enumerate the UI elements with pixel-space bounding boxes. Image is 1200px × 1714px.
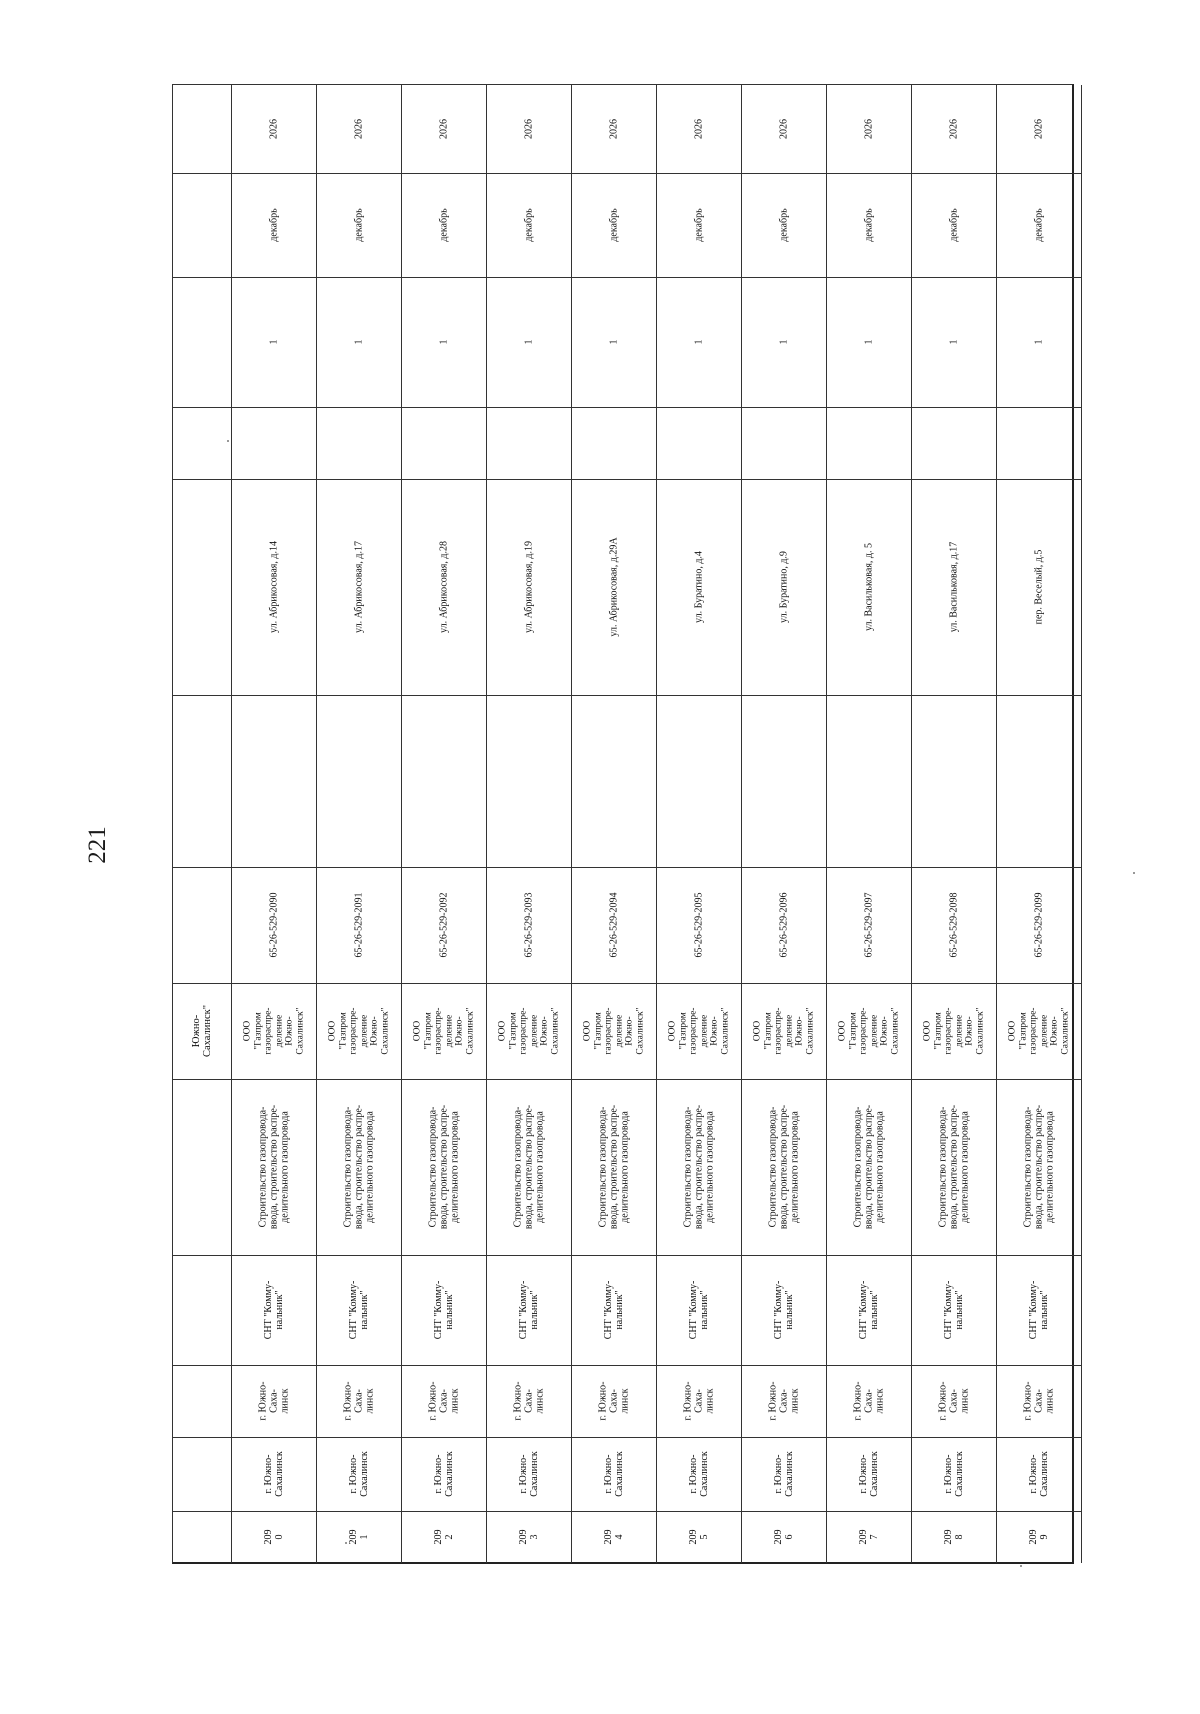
cell-id: 65-26-529-2096 bbox=[778, 892, 790, 958]
cell-city: г. Южно- Сахалинск bbox=[1028, 1451, 1050, 1497]
cell-society: СНТ "Комму- нальник" bbox=[1028, 1280, 1050, 1340]
cell-work: Строительство газопровода- ввода, строительство распре- делительного газопровода bbox=[937, 1104, 971, 1230]
cell-num: 209 8 bbox=[943, 1529, 965, 1545]
cell-district: г. Южно- Саха- линск bbox=[767, 1381, 801, 1421]
cell-count: 1 bbox=[438, 339, 450, 345]
cell-city: г. Южно- Сахалинск bbox=[688, 1451, 710, 1497]
cell-year: 2026 bbox=[353, 119, 365, 139]
cell-month: декабрь bbox=[523, 208, 535, 242]
cell-month: декабрь bbox=[1033, 208, 1045, 242]
cell-count: 1 bbox=[523, 339, 535, 345]
cell-num: 209 5 bbox=[688, 1529, 710, 1545]
cell-work: Строительство газопровода- ввода, строительство распре- делительного газопровода bbox=[597, 1104, 631, 1230]
cell-id: 65-26-529-2090 bbox=[268, 892, 280, 958]
cell-year: 2026 bbox=[863, 119, 875, 139]
cell-city: г. Южно- Сахалинск bbox=[263, 1451, 285, 1497]
table-row bbox=[742, 85, 827, 1563]
cell-work: Строительство газопровода- ввода, строительство распре- делительного газопровода bbox=[427, 1104, 461, 1230]
table-row bbox=[827, 85, 912, 1563]
cell-num: 209 2 bbox=[433, 1529, 455, 1545]
cell-society: СНТ "Комму- нальник" bbox=[688, 1280, 710, 1340]
cell-address: ул. Абрикосовая, д.14 bbox=[268, 541, 280, 633]
cell-address: ул. Васильковая, д. 5 bbox=[863, 542, 875, 632]
cell-society: СНТ "Комму- нальник" bbox=[348, 1280, 370, 1340]
cell-month: декабрь bbox=[778, 208, 790, 242]
cell-society: СНТ "Комму- нальник" bbox=[263, 1280, 285, 1340]
cell-city: г. Южно- Сахалинск bbox=[518, 1451, 540, 1497]
cell-work: Строительство газопровода- ввода, строительство распре- делительного газопровода bbox=[1022, 1104, 1056, 1230]
cell-id: 65-26-529-2095 bbox=[693, 892, 705, 958]
cell-district: г. Южно- Саха- линск bbox=[1022, 1381, 1056, 1421]
cell-city: г. Южно- Сахалинск bbox=[773, 1451, 795, 1497]
cell-month: декабрь bbox=[438, 208, 450, 242]
table-header-column bbox=[173, 85, 232, 1563]
cell-society: СНТ "Комму- нальник" bbox=[433, 1280, 455, 1340]
cell-address: ул. Васильковая, д.17 bbox=[948, 541, 960, 633]
page-number: 221 bbox=[84, 826, 111, 864]
cell-operator: ООО "Газпром газораспре- деление Южно- Сахалинск" bbox=[327, 1007, 390, 1055]
cell-count: 1 bbox=[608, 339, 620, 345]
cell-year: 2026 bbox=[778, 119, 790, 139]
cell-operator: ООО "Газпром газораспре- деление Южно- Сахалинск" bbox=[242, 1007, 305, 1055]
cell-year: 2026 bbox=[693, 119, 705, 139]
cell-address: ул. Буратино, д.9 bbox=[778, 551, 790, 623]
table-row bbox=[657, 85, 742, 1563]
cell-operator: ООО "Газпром газораспре- деление Южно- Сахалинск" bbox=[582, 1007, 645, 1055]
cell-work: Строительство газопровода- ввода, строительство распре- делительного газопровода bbox=[852, 1104, 886, 1230]
cell-year: 2026 bbox=[523, 119, 535, 139]
cell-operator: ООО "Газпром газораспре- деление Южно- Сахалинск" bbox=[752, 1007, 815, 1055]
cell-year: 2026 bbox=[438, 119, 450, 139]
cell-operator: ООО "Газпром газораспре- деление Южно- Сахалинск" bbox=[837, 1007, 900, 1055]
table-row bbox=[232, 85, 317, 1563]
cell-id: 65-26-529-2091 bbox=[353, 892, 365, 958]
cell-year: 2026 bbox=[608, 119, 620, 139]
cell-city: г. Южно- Сахалинск bbox=[943, 1451, 965, 1497]
cell-count: 1 bbox=[948, 339, 960, 345]
table-row bbox=[572, 85, 657, 1563]
cell-city: г. Южно- Сахалинск bbox=[433, 1451, 455, 1497]
cell-district: г. Южно- Саха- линск bbox=[937, 1381, 971, 1421]
table-row bbox=[402, 85, 487, 1563]
cell-operator: ООО "Газпром газораспре- деление Южно- Сахалинск" bbox=[667, 1007, 730, 1055]
cell-num: 209 6 bbox=[773, 1529, 795, 1545]
cell-city: г. Южно- Сахалинск bbox=[348, 1451, 370, 1497]
cell-society: СНТ "Комму- нальник" bbox=[858, 1280, 880, 1340]
cell-month: декабрь bbox=[948, 208, 960, 242]
cell-work: Строительство газопровода- ввода, строительство распре- делительного газопровода bbox=[257, 1104, 291, 1230]
cell-num: 209 3 bbox=[518, 1529, 540, 1545]
cell-id: 65-26-529-2099 bbox=[1033, 892, 1045, 958]
cell-count: 1 bbox=[693, 339, 705, 345]
cell-city: г. Южно- Сахалинск bbox=[858, 1451, 880, 1497]
cell-id: 65-26-529-2098 bbox=[948, 892, 960, 958]
cell-month: декабрь bbox=[863, 208, 875, 242]
cell-month: декабрь bbox=[608, 208, 620, 242]
cell-address: ул. Абрикосовая, д.28 bbox=[438, 541, 450, 633]
cell-count: 1 bbox=[778, 339, 790, 345]
cell-society: СНТ "Комму- нальник" bbox=[603, 1280, 625, 1340]
cell-city: г. Южно- Сахалинск bbox=[603, 1451, 625, 1497]
cell-year: 2026 bbox=[268, 119, 280, 139]
cell-num: 209 0 bbox=[263, 1529, 285, 1545]
cell-district: г. Южно- Саха- линск bbox=[597, 1381, 631, 1421]
cell-work: Строительство газопровода- ввода, строительство распре- делительного газопровода bbox=[767, 1104, 801, 1230]
cell-count: 1 bbox=[1033, 339, 1045, 345]
cell-address: ул. Абрикосовая, д.29А bbox=[608, 537, 620, 637]
cell-month: декабрь bbox=[353, 208, 365, 242]
gas-works-table bbox=[172, 84, 1074, 1564]
cell-address: пер. Веселый, д.5 bbox=[1033, 549, 1045, 625]
header-operator-tail: Южно- Сахалинск" bbox=[191, 1004, 213, 1058]
cell-district: г. Южно- Саха- линск bbox=[427, 1381, 461, 1421]
cell-district: г. Южно- Саха- линск bbox=[257, 1381, 291, 1421]
table-row bbox=[997, 85, 1082, 1563]
cell-work: Строительство газопровода- ввода, строительство распре- делительного газопровода bbox=[682, 1104, 716, 1230]
cell-address: ул. Абрикосовая, д.19 bbox=[523, 541, 535, 633]
cell-count: 1 bbox=[863, 339, 875, 345]
cell-society: СНТ "Комму- нальник" bbox=[943, 1280, 965, 1340]
cell-num: 209 1 bbox=[348, 1529, 370, 1545]
cell-district: г. Южно- Саха- линск bbox=[682, 1381, 716, 1421]
cell-year: 2026 bbox=[1033, 119, 1045, 139]
cell-address: ул. Абрикосовая, д.17 bbox=[353, 541, 365, 633]
cell-operator: ООО "Газпром газораспре- деление Южно- Сахалинск" bbox=[1007, 1007, 1070, 1055]
cell-work: Строительство газопровода- ввода, строительство распре- делительного газопровода bbox=[512, 1104, 546, 1230]
cell-id: 65-26-529-2092 bbox=[438, 892, 450, 958]
table-row bbox=[317, 85, 402, 1563]
cell-operator: ООО "Газпром газораспре- деление Южно- Сахалинск" bbox=[497, 1007, 560, 1055]
cell-id: 65-26-529-2097 bbox=[863, 892, 875, 958]
cell-num: 209 9 bbox=[1028, 1529, 1050, 1545]
table-row bbox=[487, 85, 572, 1563]
cell-year: 2026 bbox=[948, 119, 960, 139]
cell-district: г. Южно- Саха- линск bbox=[512, 1381, 546, 1421]
cell-work: Строительство газопровода- ввода, строительство распре- делительного газопровода bbox=[342, 1104, 376, 1230]
cell-num: 209 7 bbox=[858, 1529, 880, 1545]
cell-id: 65-26-529-2094 bbox=[608, 892, 620, 958]
cell-address: ул. Буратино, д.4 bbox=[693, 551, 705, 623]
table-row bbox=[912, 85, 997, 1563]
cell-month: декабрь bbox=[693, 208, 705, 242]
cell-district: г. Южно- Саха- линск bbox=[342, 1381, 376, 1421]
cell-count: 1 bbox=[268, 339, 280, 345]
cell-month: декабрь bbox=[268, 208, 280, 242]
cell-district: г. Южно- Саха- линск bbox=[852, 1381, 886, 1421]
cell-operator: ООО "Газпром газораспре- деление Южно- Сахалинск" bbox=[412, 1007, 475, 1055]
cell-society: СНТ "Комму- нальник" bbox=[518, 1280, 540, 1340]
cell-count: 1 bbox=[353, 339, 365, 345]
cell-num: 209 4 bbox=[603, 1529, 625, 1545]
cell-id: 65-26-529-2093 bbox=[523, 892, 535, 958]
cell-operator: ООО "Газпром газораспре- деление Южно- Сахалинск" bbox=[922, 1007, 985, 1055]
cell-society: СНТ "Комму- нальник" bbox=[773, 1280, 795, 1340]
